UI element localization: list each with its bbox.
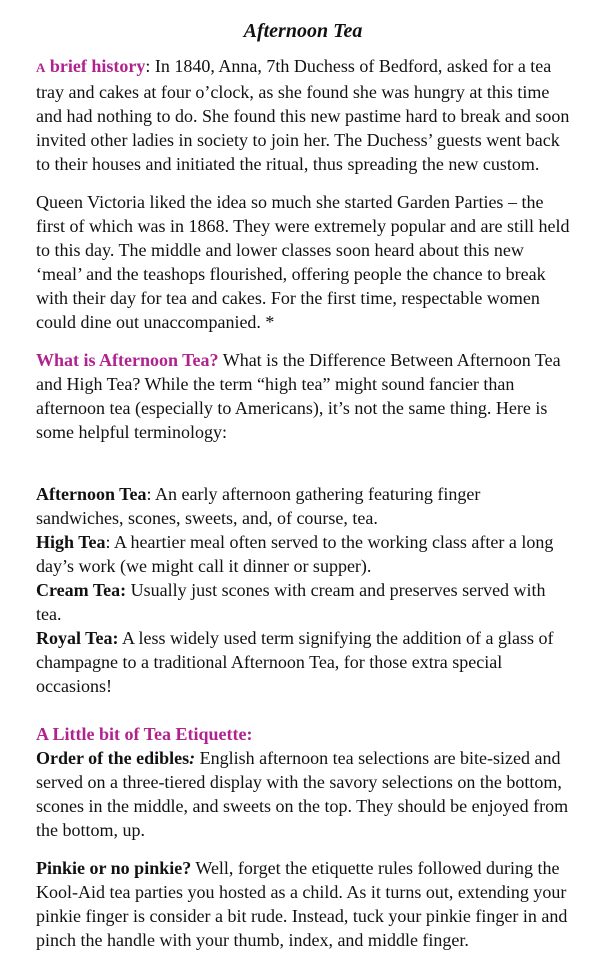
history-text: In 1840, Anna, 7th Duchess of Bedford, asked for a tea tray and cakes at four o’clock, as she found she was hungry at this time and had nothing to do. She found this new pastime hard to break and soon invited other ladies in society to join her. The Duchess’ guests went back to their houses and initiated the ritual, thus spreading the new custom. xyxy=(36,56,570,174)
order-paragraph xyxy=(36,746,570,842)
what-is-text: What is the Difference Between Afternoon Tea and High Tea? While the term “high tea” might sound fancier than afternoon tea (especially to Americans), it’s not the same thing. Here is some helpful terminology: xyxy=(36,350,561,442)
history-heading xyxy=(36,56,145,76)
history-heading-cap: A xyxy=(36,60,46,75)
terminology-list xyxy=(36,482,570,698)
term-label: Royal Tea: xyxy=(36,628,119,648)
pinkie-text: Well, forget the etiquette rules followed during the Kool-Aid tea parties you hosted as a child. As it turns out, extending your pinkie finger is consider a bit rude. Instead, tuck your pinkie finger in and pinch the handle with your thumb, index, and middle finger. xyxy=(36,858,568,950)
history-paragraph xyxy=(36,54,570,176)
term-definition: Usually just scones with cream and preserves served with tea. xyxy=(36,580,546,624)
term-separator: : xyxy=(146,484,156,504)
victoria-paragraph xyxy=(36,190,570,334)
pinkie-term: Pinkie or no pinkie? xyxy=(36,858,192,878)
term-cream-tea xyxy=(36,578,570,626)
term-definition: A less widely used term signifying the addition of a glass of champagne to a traditional Afternoon Tea, for those extra special occasions! xyxy=(36,628,554,696)
term-high-tea xyxy=(36,530,570,578)
term-label: Cream Tea: xyxy=(36,580,127,600)
order-colon: : xyxy=(189,748,196,768)
term-definition: An early afternoon gathering featuring finger sandwiches, scones, sweets, and, of course, tea. xyxy=(36,484,481,528)
term-separator: : xyxy=(105,532,115,552)
order-term: Order of the edibles xyxy=(36,748,190,768)
order-text: English afternoon tea selections are bite-sized and served on a three-tiered display with the savory selections on the bottom, scones in the middle, and sweets on the top. They should be enjoyed from the bottom, up. xyxy=(36,748,569,840)
history-heading-rest: brief history xyxy=(45,56,146,76)
term-afternoon-tea xyxy=(36,482,570,530)
what-is-heading: What is Afternoon Tea? xyxy=(36,350,219,370)
term-definition: A heartier meal often served to the working class after a long day’s work (we might call it dinner or supper). xyxy=(36,532,554,576)
pinkie-paragraph xyxy=(36,856,570,952)
victoria-text: Queen Victoria liked the idea so much she started Garden Parties – the first of which was in 1868. They were extremely popular and are still held to this day. The middle and lower classes soon heard about this new ‘meal’ and the teashops flourished, offering people the chance to break with their day for tea and cakes. For the first time, respectable women could dine out unaccompanied. * xyxy=(36,192,570,332)
term-label: Afternoon Tea xyxy=(36,484,147,504)
what-is-paragraph xyxy=(36,348,570,444)
term-label: High Tea xyxy=(36,532,106,552)
term-royal-tea xyxy=(36,626,570,698)
history-colon: : xyxy=(145,56,151,76)
spacer xyxy=(36,458,570,482)
etiquette-heading: A Little bit of Tea Etiquette: xyxy=(36,724,253,744)
spacer xyxy=(36,698,570,722)
page-title: Afternoon Tea xyxy=(243,20,363,42)
